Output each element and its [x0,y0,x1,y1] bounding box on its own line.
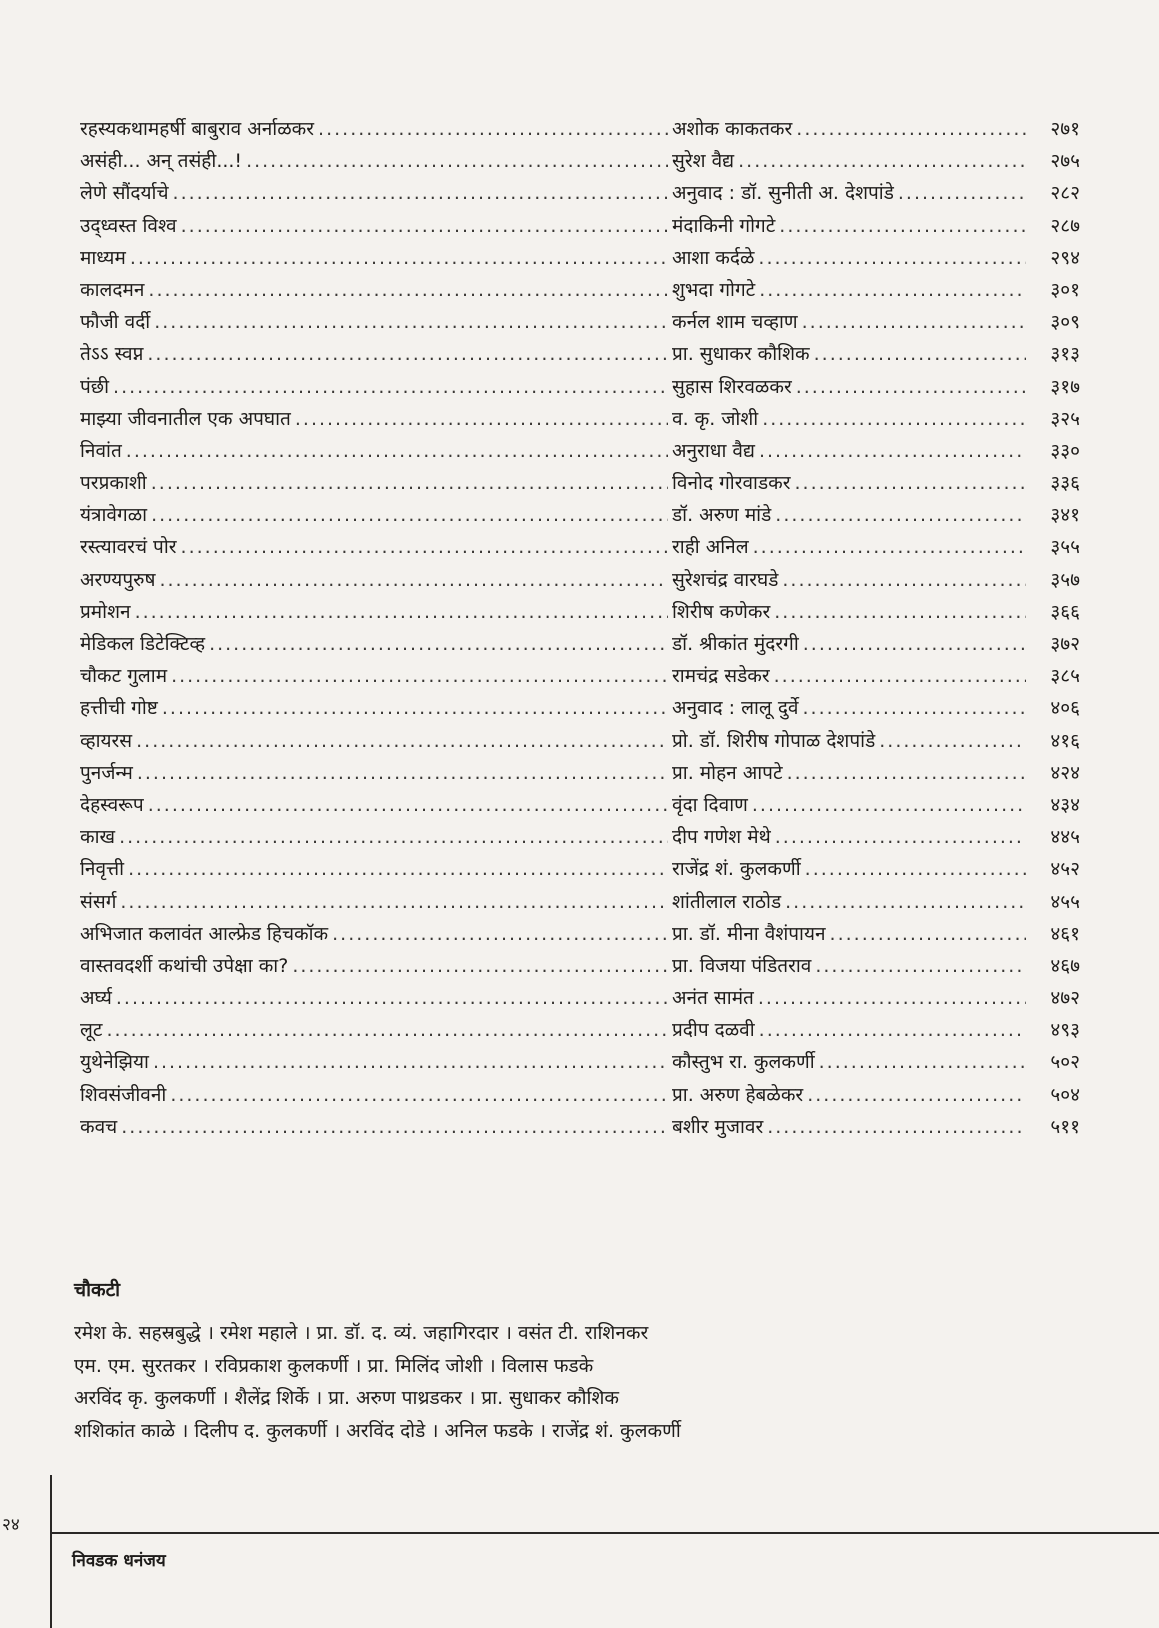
toc-entry-page: ३७२ [1050,633,1080,655]
dot-leader [295,403,668,435]
toc-entry-author: शांतीलाल राठोड [672,890,782,913]
toc-title-column [80,403,672,435]
toc-entry-title: अर्घ्य [80,987,112,1010]
toc-entry-title: वास्तवदर्शी कथांची उपेक्षा का? [80,954,289,977]
toc-entry-author: कौस्तुभ रा. कुलकर्णी [672,1051,815,1074]
toc-entry-author: प्रो. डॉ. शिरीष गोपाळ देशपांडे [672,729,876,752]
dot-leader [246,145,668,177]
dot-leader [805,853,1026,885]
toc-entry-page: ३३६ [1050,472,1080,495]
dot-leader [120,886,668,918]
dot-leader [759,274,1026,306]
toc-entry-page: ३८५ [1050,665,1080,688]
toc-entry-author: सुहास शिरवळकर [672,375,792,398]
toc-entry-title: रस्त्यावरचं पोर [80,536,177,559]
toc-entry-author: अनुवाद : डॉ. सुनीती अ. देशपांडे [672,182,894,205]
toc-title-column [80,371,672,403]
toc-entry-title: तेऽऽ स्वप्न [80,343,144,366]
toc-author-column [672,1046,1030,1078]
dot-leader [753,531,1026,563]
dot-leader [774,660,1026,692]
dot-leader [136,725,668,757]
toc-entry-page: २८२ [1050,182,1080,205]
dot-leader [121,1111,668,1143]
toc-entry-page: ४९३ [1050,1019,1080,1042]
toc-entry-page: ५०४ [1050,1083,1080,1106]
toc-author-column [672,306,1030,338]
dot-leader [154,306,668,338]
dot-leader [782,564,1026,596]
toc-row [80,692,1080,724]
toc-entry-title: युथेनेझिया [80,1051,149,1074]
running-footer-title: निवडक धनंजय [72,1551,166,1571]
toc-entry-title: पुनर्जन्म [80,761,133,784]
toc-title-column [80,274,672,306]
dot-leader [814,338,1026,370]
toc-author-column [672,918,1030,950]
toc-entry-page: २७५ [1050,150,1080,173]
toc-entry-title: व्हायरस [80,729,133,752]
toc-entry-page: ३१३ [1050,343,1080,366]
toc-author-column [672,886,1030,918]
toc-author-column [672,242,1030,274]
toc-entry-title: असंही... अन् तसंही...! [80,150,243,173]
toc-entry-author: डॉ. श्रीकांत मुंदरगी [672,633,799,655]
toc-row [80,467,1080,499]
toc-entry-title: कालदमन [80,278,145,301]
toc-entry-author: बशीर मुजावर [672,1115,764,1138]
toc-entry-page: ३५५ [1050,536,1080,559]
toc-entry-page: २७१ [1050,118,1080,140]
toc-entry-title: कवच [80,1115,118,1138]
toc-row [80,821,1080,853]
dot-leader [173,177,668,209]
toc-title-column [80,821,672,853]
dot-leader [830,918,1026,950]
toc-author-column [672,113,1030,145]
toc-entry-page: २९४ [1050,246,1080,269]
toc-author-column [672,821,1030,853]
toc-row [80,725,1080,757]
toc-author-column [672,1014,1030,1046]
toc-entry-author: अनंत सामंत [672,987,754,1010]
dot-leader [815,950,1026,982]
dot-leader [775,821,1026,853]
toc-entry-title: शिवसंजीवनी [80,1083,167,1106]
toc-author-column [672,210,1030,242]
toc-entry-author: प्रा. विजया पंडितराव [672,954,812,977]
toc-title-column [80,306,672,338]
dot-leader [148,274,668,306]
toc-entry-author: अशोक काकतकर [672,118,793,140]
dot-leader [128,853,668,885]
dot-leader [807,1079,1026,1111]
toc-row [80,564,1080,596]
toc-entry-title: निवांत [80,439,122,462]
toc-entry-page: ४०६ [1050,697,1080,720]
toc-entry-author: सुरेश वैद्य [672,150,735,173]
dot-leader [332,918,668,950]
toc-row [80,757,1080,789]
dot-leader [113,371,668,403]
toc-row [80,1014,1080,1046]
dot-leader [759,1014,1026,1046]
dot-leader [879,725,1026,757]
toc-row [80,1111,1080,1143]
toc-row [80,531,1080,563]
toc-entry-title: अरण्यपुरुष [80,568,156,591]
toc-entry-title: फौजी वर्दी [80,311,151,334]
toc-row [80,145,1080,177]
toc-entry-title: निवृत्ती [80,858,125,881]
toc-entry-author: मंदाकिनी गोगटे [672,214,776,237]
toc-author-column [672,531,1030,563]
toc-row [80,628,1080,660]
toc-author-column [672,435,1030,467]
dot-leader [147,338,668,370]
toc-entry-page: ३५७ [1050,568,1080,591]
toc-entry-author: कर्नल शाम चव्हाण [672,311,798,334]
dot-leader [758,242,1026,274]
toc-author-column [672,145,1030,177]
dot-leader [898,177,1026,209]
dot-leader [130,242,668,274]
toc-author-column [672,177,1030,209]
toc-title-column [80,338,672,370]
toc-entry-page: ४७२ [1050,987,1080,1010]
toc-title-column [80,789,672,821]
vertical-rule [50,1475,52,1628]
toc-row [80,596,1080,628]
dot-leader [819,1046,1026,1078]
dot-leader [803,628,1026,660]
toc-entry-title: पंछी [80,375,110,398]
toc-row [80,886,1080,918]
panel-line: एम. एम. सुरतकर । रविप्रकाश कुलकर्णी । प्रा. मिलिंद जोशी । विलास फडके [74,1354,594,1377]
toc-title-column [80,1079,672,1111]
toc-entry-page: ३१७ [1050,375,1080,398]
dot-leader [758,982,1026,1014]
toc-entry-page: ४६१ [1050,922,1080,945]
toc-title-column [80,596,672,628]
toc-title-column [80,435,672,467]
toc-entry-page: ३२५ [1050,407,1080,430]
toc-title-column [80,210,672,242]
toc-row [80,950,1080,982]
toc-entry-title: लेणे सौंदर्याचे [80,182,169,205]
toc-entry-author: आशा कर्दळे [672,246,755,269]
toc-entry-author: राजेंद्र शं. कुलकर्णी [672,858,801,881]
toc-author-column [672,1079,1030,1111]
dot-leader [767,1111,1026,1143]
toc-entry-title: परप्रकाशी [80,472,147,495]
toc-title-column [80,564,672,596]
toc-row [80,435,1080,467]
dot-leader [762,403,1026,435]
toc-row [80,338,1080,370]
toc-entry-author: अनुवाद : लालू दुर्वे [672,697,799,720]
dot-leader [116,982,668,1014]
toc-author-column [672,403,1030,435]
toc-entry-page: ४५२ [1050,858,1080,881]
panel-section [74,1275,1074,1447]
toc-entry-author: प्रा. डॉ. मीना वैशंपायन [672,922,826,945]
dot-leader [796,371,1026,403]
toc-entry-page: ३३० [1050,439,1080,462]
dot-leader [151,467,668,499]
toc-author-column [672,660,1030,692]
dot-leader [759,435,1026,467]
toc-row [80,242,1080,274]
toc-entry-author: विनोद गोरवाडकर [672,472,791,495]
toc-author-column [672,853,1030,885]
toc-author-column [672,692,1030,724]
dot-leader [803,692,1027,724]
toc-entry-title: मेडिकल डिटेक्टिव्ह [80,633,206,655]
toc-entry-author: शिरीष कणेकर [672,600,771,623]
toc-entry-title: देहस्वरूप [80,793,144,816]
toc-row [80,1079,1080,1111]
panel-line: अरविंद कृ. कुलकर्णी । शैलेंद्र शिर्के । प्रा. अरुण पाथ्रडकर । प्रा. सुधाकर कौशिक [74,1387,619,1409]
toc-entry-page: ५०२ [1050,1051,1080,1074]
toc-row [80,371,1080,403]
dot-leader [137,757,668,789]
toc-title-column [80,1046,672,1078]
toc-entry-title: संसर्ग [80,890,117,913]
toc-entry-page: ५११ [1050,1115,1080,1138]
toc-row [80,403,1080,435]
toc-entry-title: माध्यम [80,246,126,269]
toc-row [80,177,1080,209]
toc-entry-page: ४२४ [1050,761,1080,784]
panel-line: रमेश के. सहस्रबुद्धे । रमेश महाले । प्रा. डॉ. द. व्यं. जहागिरदार । वसंत टी. राशिनकर [74,1322,649,1344]
toc-row [80,210,1080,242]
toc-row [80,274,1080,306]
page-number: २४ [2,1515,20,1535]
toc-entry-author: शुभदा गोगटे [672,278,756,301]
dot-leader [802,306,1026,338]
dot-leader [153,1046,668,1078]
toc-entry-title: हत्तीची गोष्ट [80,697,158,720]
toc-title-column [80,692,672,724]
dot-leader [151,499,668,531]
dot-leader [162,692,668,724]
dot-leader [779,210,1026,242]
horizontal-rule [50,1532,1159,1534]
dot-leader [135,596,668,628]
toc-author-column [672,1111,1030,1143]
toc-title-column [80,982,672,1014]
dot-leader [181,210,668,242]
toc-entry-page: ४३४ [1050,793,1080,816]
toc-author-column [672,274,1030,306]
toc-entry-author: डॉ. अरुण मांडे [672,504,772,527]
toc-title-column [80,242,672,274]
toc-author-column [672,596,1030,628]
toc-row [80,660,1080,692]
dot-leader [119,821,668,853]
toc-entry-author: सुरेशचंद्र वारघडे [672,568,779,591]
toc-title-column [80,531,672,563]
dot-leader [159,564,668,596]
toc-author-column [672,789,1030,821]
toc-entry-page: ४४५ [1050,826,1080,849]
toc-entry-author: प्रा. मोहन आपटे [672,761,783,784]
toc-entry-author: वृंदा दिवाण [672,793,748,816]
toc-title-column [80,628,672,660]
panel-line: शशिकांत काळे । दिलीप द. कुलकर्णी । अरविंद दोडे । अनिल फडके । राजेंद्र शं. कुलकर्णी [74,1419,681,1442]
toc-title-column [80,177,672,209]
toc-entry-title: यंत्रावेगळा [80,504,148,527]
dot-leader [785,886,1026,918]
toc-entry-title: रहस्यकथामहर्षी बाबुराव अर्नाळकर [80,118,315,140]
toc-title-column [80,499,672,531]
dot-leader [171,660,668,692]
dot-leader [796,113,1026,145]
dot-leader [775,499,1026,531]
dot-leader [292,950,668,982]
panel-heading: चौकटी [74,1279,121,1301]
toc-row [80,1046,1080,1078]
dot-leader [209,628,668,660]
dot-leader [787,757,1026,789]
toc-row [80,306,1080,338]
toc-entry-author: व. कृ. जोशी [672,407,759,430]
toc-row [80,113,1080,145]
toc-entry-page: ३०९ [1050,311,1080,334]
toc-title-column [80,725,672,757]
dot-leader [752,789,1026,821]
toc-title-column [80,1014,672,1046]
dot-leader [794,467,1026,499]
table-of-contents [80,113,1080,1143]
dot-leader [148,789,668,821]
toc-entry-page: ३६६ [1050,600,1080,623]
toc-row [80,982,1080,1014]
toc-entry-title: उद्ध्वस्त विश्व [80,214,177,237]
toc-author-column [672,950,1030,982]
toc-entry-author: प्रा. अरुण हेबळेकर [672,1083,804,1106]
dot-leader [738,145,1026,177]
dot-leader [318,113,668,145]
toc-row [80,853,1080,885]
toc-author-column [672,757,1030,789]
toc-entry-author: राही अनिल [672,536,749,559]
toc-entry-title: प्रमोशन [80,600,131,623]
toc-entry-page: २८७ [1050,214,1080,237]
toc-author-column [672,564,1030,596]
toc-title-column [80,467,672,499]
toc-entry-title: काख [80,826,116,849]
toc-title-column [80,660,672,692]
toc-entry-title: अभिजात कलावंत आल्फ्रेड हिचकॉक [80,922,329,945]
toc-title-column [80,886,672,918]
toc-entry-author: अनुराधा वैद्य [672,439,755,462]
toc-entry-title: लूट [80,1019,103,1042]
toc-author-column [672,371,1030,403]
toc-entry-author: रामचंद्र सडेकर [672,665,770,688]
dot-leader [181,531,668,563]
toc-entry-title: माझ्या जीवनातील एक अपघात [80,407,291,430]
toc-title-column [80,853,672,885]
toc-entry-author: प्रा. सुधाकर कौशिक [672,343,810,366]
toc-entry-page: ४१६ [1050,729,1080,752]
toc-title-column [80,950,672,982]
toc-entry-author: प्रदीप दळवी [672,1019,755,1042]
toc-title-column [80,1111,672,1143]
toc-title-column [80,145,672,177]
toc-row [80,918,1080,950]
dot-leader [170,1079,668,1111]
dot-leader [126,435,668,467]
toc-title-column [80,113,672,145]
toc-author-column [672,467,1030,499]
toc-row [80,789,1080,821]
toc-entry-page: ३४१ [1050,504,1080,527]
dot-leader [774,596,1026,628]
toc-author-column [672,628,1030,660]
dot-leader [106,1014,668,1046]
toc-author-column [672,499,1030,531]
toc-entry-author: दीप गणेश मेथे [672,826,771,849]
toc-entry-page: ३०१ [1050,278,1080,301]
toc-entry-page: ४५५ [1050,890,1080,913]
toc-entry-title: चौकट गुलाम [80,665,168,688]
toc-title-column [80,918,672,950]
toc-author-column [672,725,1030,757]
toc-row [80,499,1080,531]
toc-title-column [80,757,672,789]
toc-author-column [672,982,1030,1014]
toc-entry-page: ४६७ [1050,954,1080,977]
toc-author-column [672,338,1030,370]
